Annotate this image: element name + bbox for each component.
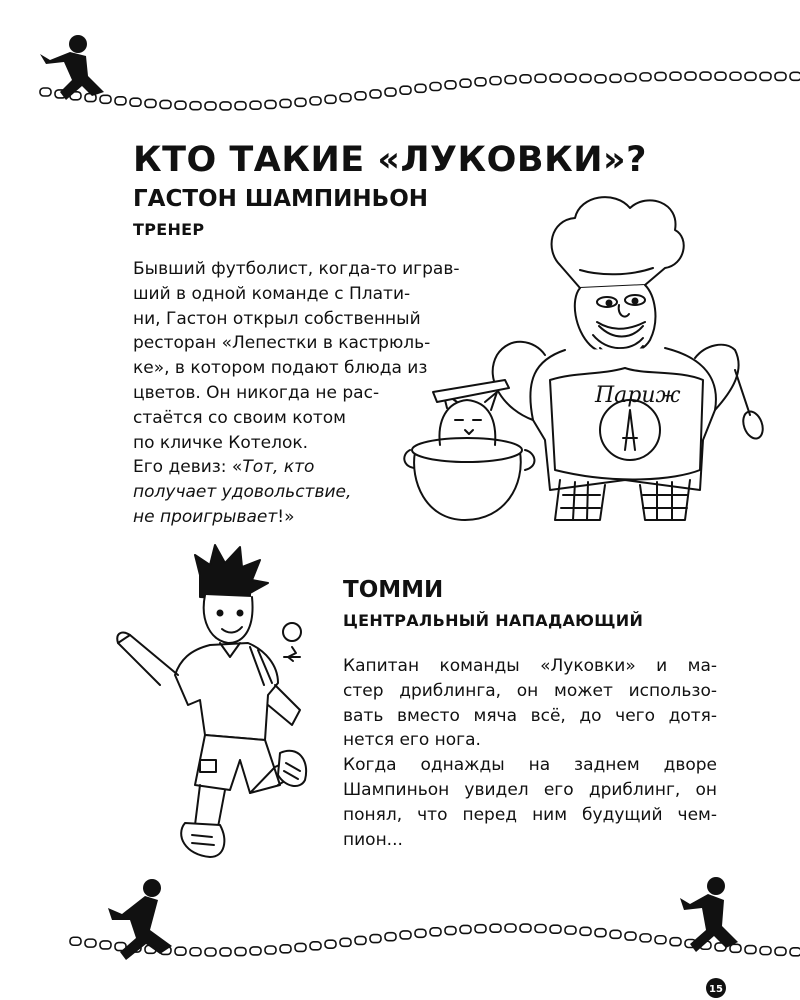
top-border-decoration: [0, 30, 800, 140]
text-line: ресторан «Лепестки в кастрюль-: [133, 333, 431, 354]
chain-link: [205, 948, 216, 956]
chain-link: [715, 943, 726, 951]
text-line: ни, Гастон открыл собственный: [133, 308, 421, 329]
chain-link: [40, 88, 51, 96]
chain-link: [580, 927, 591, 935]
chain-link: [70, 937, 81, 945]
chain-link: [205, 102, 216, 110]
chain-link: [385, 88, 396, 96]
text-line: Шампиньон увидел его дриблинг, он: [343, 779, 717, 800]
chain-link: [655, 72, 666, 80]
chain-link: [670, 72, 681, 80]
text-line: стер дриблинга, он может использо-: [343, 680, 717, 701]
chain-link: [415, 84, 426, 92]
chain-link: [460, 79, 471, 87]
chain-link: [490, 77, 501, 85]
chain-link: [370, 90, 381, 98]
chain-link: [250, 947, 261, 955]
chain-link: [760, 72, 771, 80]
running-player-silhouette-icon: [40, 35, 104, 100]
chain-link: [700, 72, 711, 80]
chain-link: [460, 925, 471, 933]
chain-link: [790, 948, 800, 956]
chain-link: [715, 72, 726, 80]
text-line: Капитан команды «Луковки» и ма-: [343, 656, 717, 676]
chain-link: [310, 97, 321, 105]
bottom-border-decoration: [0, 870, 800, 1000]
chain-link: [610, 74, 621, 82]
chain-link: [790, 72, 800, 80]
page-number-badge: [706, 978, 726, 998]
text-line: вать вместо мяча всё, до чего дотя-: [343, 705, 717, 726]
chain-link: [520, 924, 531, 932]
chain-link: [310, 942, 321, 950]
chain-link: [595, 75, 606, 83]
chain-link: [115, 943, 126, 951]
page-title: КТО ТАКИЕ «ЛУКОВКИ»?: [133, 140, 647, 180]
text-line: Бывший футболист, когда-то играв-: [133, 259, 460, 279]
chain-link: [760, 947, 771, 955]
chain-link: [85, 939, 96, 947]
chain-link: [220, 948, 231, 956]
chain-link: [610, 930, 621, 938]
text-line: стаётся со своим котом: [133, 407, 346, 428]
chef-gaston-illustration: [385, 180, 785, 530]
chain-link: [640, 934, 651, 942]
chain-link: [340, 938, 351, 946]
text-line: ший в одной команде с Плати-: [133, 283, 411, 304]
chain-link: [625, 73, 636, 81]
chain-link: [100, 941, 111, 949]
chain-link: [250, 101, 261, 109]
chain-link: [265, 100, 276, 108]
tommi-player-illustration: [100, 535, 330, 885]
chain-link: [550, 925, 561, 933]
chain-link: [85, 94, 96, 102]
chain-link: [130, 98, 141, 106]
text-line: по кличке Котелок.: [133, 432, 309, 453]
chain-link: [385, 933, 396, 941]
chain-link: [775, 72, 786, 80]
chain-link: [745, 946, 756, 954]
chain-link: [535, 924, 546, 932]
chain-link: [415, 929, 426, 937]
chain-link: [175, 101, 186, 109]
chain-link: [775, 947, 786, 955]
chain-link: [535, 74, 546, 82]
apron-label: Париж: [595, 383, 681, 408]
chain-link: [475, 78, 486, 86]
chain-link: [730, 72, 741, 80]
motto-text: получает удовольствие,: [133, 482, 352, 503]
motto-text: не проигрывает: [133, 506, 278, 527]
chain-link: [670, 938, 681, 946]
chain-link: [325, 940, 336, 948]
chain-link: [730, 944, 741, 952]
chain-link: [490, 924, 501, 932]
text-line: понял, что перед ним будущий чем-: [343, 804, 717, 825]
tommi-role-heading: ЦЕНТРАЛЬНЫЙ НАПАДАЮЩИЙ: [343, 611, 644, 630]
chain-link: [355, 936, 366, 944]
motto-suffix: !»: [277, 506, 295, 527]
chain-link: [565, 926, 576, 934]
text-line: цветов. Он никогда не рас-: [133, 382, 380, 403]
chain-link: [655, 936, 666, 944]
chain-link: [430, 82, 441, 90]
page-number: 15: [709, 984, 723, 995]
tommi-name-heading: ТОММИ: [343, 577, 444, 603]
tommi-description: [343, 654, 717, 852]
chain-link: [280, 99, 291, 107]
chain-link: [340, 94, 351, 102]
chain-link: [145, 99, 156, 107]
chain-link: [475, 925, 486, 933]
text-line: ке», в котором подают блюда из: [133, 358, 428, 379]
chain-link: [235, 948, 246, 956]
chain-link: [115, 97, 126, 105]
chain-link: [70, 92, 81, 100]
chain-link: [190, 102, 201, 110]
chain-link: [400, 931, 411, 939]
chain-link: [400, 86, 411, 94]
chain-link: [520, 75, 531, 83]
chain-link: [325, 95, 336, 103]
chain-link: [505, 76, 516, 84]
chain-link: [265, 946, 276, 954]
chain-link: [565, 74, 576, 82]
chain-link: [430, 928, 441, 936]
chain-link: [505, 924, 516, 932]
motto-prefix: Его девиз: «: [133, 457, 243, 478]
gaston-role-heading: ТРЕНЕР: [133, 220, 205, 239]
chain-link: [220, 102, 231, 110]
chain-link: [445, 81, 456, 89]
chain-link: [550, 74, 561, 82]
text-line: Когда однажды на заднем дворе: [343, 755, 717, 776]
chain-link: [235, 102, 246, 110]
running-player-silhouette-icon: [108, 879, 172, 960]
chain-link: [745, 72, 756, 80]
chain-link: [685, 72, 696, 80]
chain-link: [370, 935, 381, 943]
chain-link: [280, 945, 291, 953]
gaston-name-heading: ГАСТОН ШАМПИНЬОН: [133, 186, 429, 212]
text-line: нется его нога.: [343, 730, 481, 751]
chain-link: [295, 943, 306, 951]
chain-link: [445, 927, 456, 935]
chain-link: [100, 95, 111, 103]
chain-link: [175, 947, 186, 955]
text-line: пион...: [343, 829, 403, 850]
motto-text: Тот, кто: [242, 457, 315, 478]
chain-link: [160, 100, 171, 108]
chain-link: [190, 948, 201, 956]
chain-link: [355, 92, 366, 100]
chain-link: [595, 929, 606, 937]
chain-link: [625, 932, 636, 940]
chain-link: [580, 74, 591, 82]
chain-link: [640, 73, 651, 81]
chain-link: [295, 98, 306, 106]
